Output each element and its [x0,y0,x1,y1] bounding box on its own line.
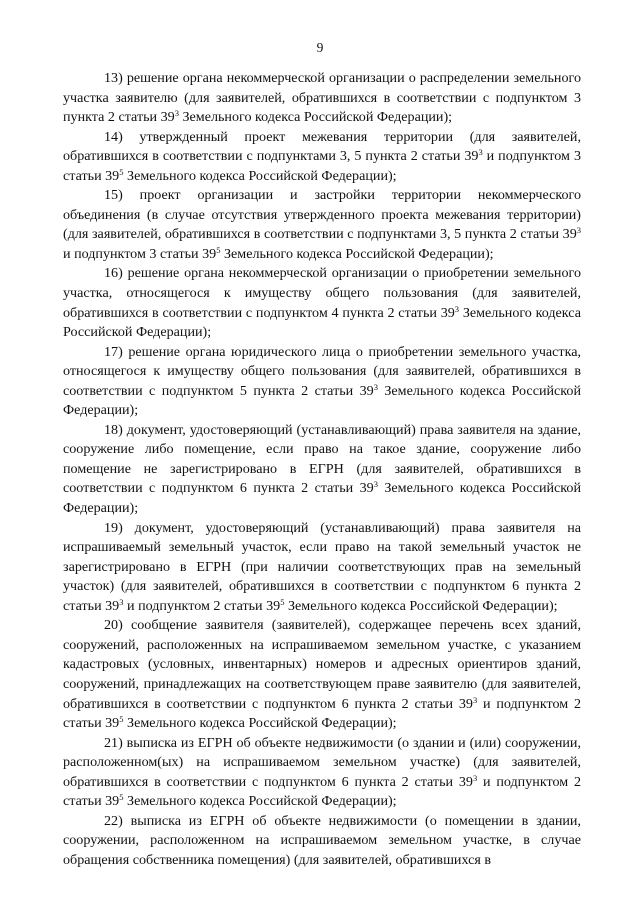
text-run: Земельного кодекса Российской Федерации); [63,304,581,341]
text-run: Земельного кодекса Российской Федерации); [123,167,397,184]
page-number: 9 [316,40,324,55]
superscript: 3 [478,147,483,158]
list-item [63,519,581,617]
superscript: 3 [472,772,478,783]
superscript: 3 [119,596,124,607]
text-run: 18) документ, удостоверяющий (устанавливающий) права заявителя на здание, сооружение либо помещение, если право на такое здание, сооружение либо помещение не зарегистрировано в ЕГРН (для заявителей, обратившихся в соответствии с подпунктом 6 пункта 2 статьи 39 [63,421,581,497]
superscript: 3 [454,303,460,314]
text-run: Земельного кодекса Российской Федерации); [123,715,397,732]
text-run: 22) выписка из ЕГРН об объекте недвижимости (о помещении в здании, сооружении, расположенном на испрашиваемом земельном участке, в случае обращения собственника помещения) (для заявителей, обратившихся в [63,812,581,868]
superscript: 3 [373,479,378,490]
text-run: 14) утвержденный проект межевания территории (для заявителей, обратившихся в соответствии с подпунктами 3, 5 пункта 2 статьи 39 [63,128,581,165]
text-run: 17) решение органа юридического лица о приобретении земельного участка, относящегося к имуществу общего пользования (для заявителей, обратившихся в соответствии с подпунктом 5 пункта 2 статьи 39 [63,343,581,399]
document-body [63,69,581,870]
text-run: Земельного кодекса Российской Федерации); [63,480,582,517]
text-run: 16) решение органа некоммерческой организации о приобретении земельного участка, относящегося к имуществу общего пользования (для заявителей, обратившихся в соответствии с подпунктом 4 пункта 2 статьи 39 [63,265,581,321]
superscript: 3 [373,381,378,392]
superscript: 5 [216,244,221,255]
list-item [63,734,581,812]
text-run: и подпунктом 2 статьи 39 [63,695,581,732]
superscript: 5 [119,166,124,177]
superscript: 5 [119,714,124,725]
list-item [63,69,581,128]
text-run: и подпунктом 2 статьи 39 [63,773,581,810]
superscript: 5 [119,792,124,803]
text-run: 15) проект организации и застройки территории некоммерческого объединения (в случае отсутствия утвержденного проекта межевания территории) (для заявителей, обратившихся в соответствии с подпунктами 3, 5 пункта 2 статьи 39 [63,187,581,243]
text-run: и подпунктом 2 статьи 39 [123,597,281,614]
list-item [63,421,581,519]
text-run: и подпунктом 3 статьи 39 [63,245,217,262]
text-run: 13) решение органа некоммерческой организации о распределении земельного участка заявителю (для заявителей, обратившихся в соответствии с подпунктом 3 пункта 2 статьи 39 [63,70,581,126]
text-run: Земельного кодекса Российской Федерации); [178,109,453,126]
list-item [63,264,581,342]
text-run: 21) выписка из ЕГРН об объекте недвижимости (о здании и (или) сооружении, расположенном(ых) на испрашиваемом земельном участке) (для заявителей, обратившихся в соответствии с подпунктом 6 пункта 2 статьи 39 [63,734,581,790]
text-run: 20) сообщение заявителя (заявителей), содержащее перечень всех зданий, сооружений, расположенных на испрашиваемом земельном участке, с указанием кадастровых (условных, инвентарных) номеров и адресных ориентиров зданий, сооружений, принадлежащих на соответствующем праве заявителю (для заявителей, обратившихся в соответствии с подпунктом 6 пункта 2 статьи 39 [63,617,581,712]
text-run: 19) документ, удостоверяющий (устанавливающий) права заявителя на испрашиваемый земельный участок, если право на такой земельный участок не зарегистрировано в ЕГРН (при наличии соответствующих прав на земельный участок) (для заявителей, обратившихся в соответствии с подпунктом 6 пункта 2 статьи 39 [63,519,581,614]
list-item [63,812,581,871]
list-item [63,128,581,187]
text-run: Земельного кодекса Российской Федерации); [284,597,558,614]
list-item [63,186,581,264]
superscript: 3 [576,225,581,236]
text-run: Земельного кодекса Российской Федерации); [220,245,494,262]
text-run: Земельного кодекса Российской Федерации); [63,382,582,419]
text-run: Земельного кодекса Российской Федерации); [123,793,397,810]
superscript: 5 [280,596,285,607]
superscript: 3 [472,694,478,705]
list-item [63,343,581,421]
superscript: 3 [174,108,179,119]
text-run: и подпунктом 3 статьи 39 [63,148,581,184]
list-item [63,616,581,733]
